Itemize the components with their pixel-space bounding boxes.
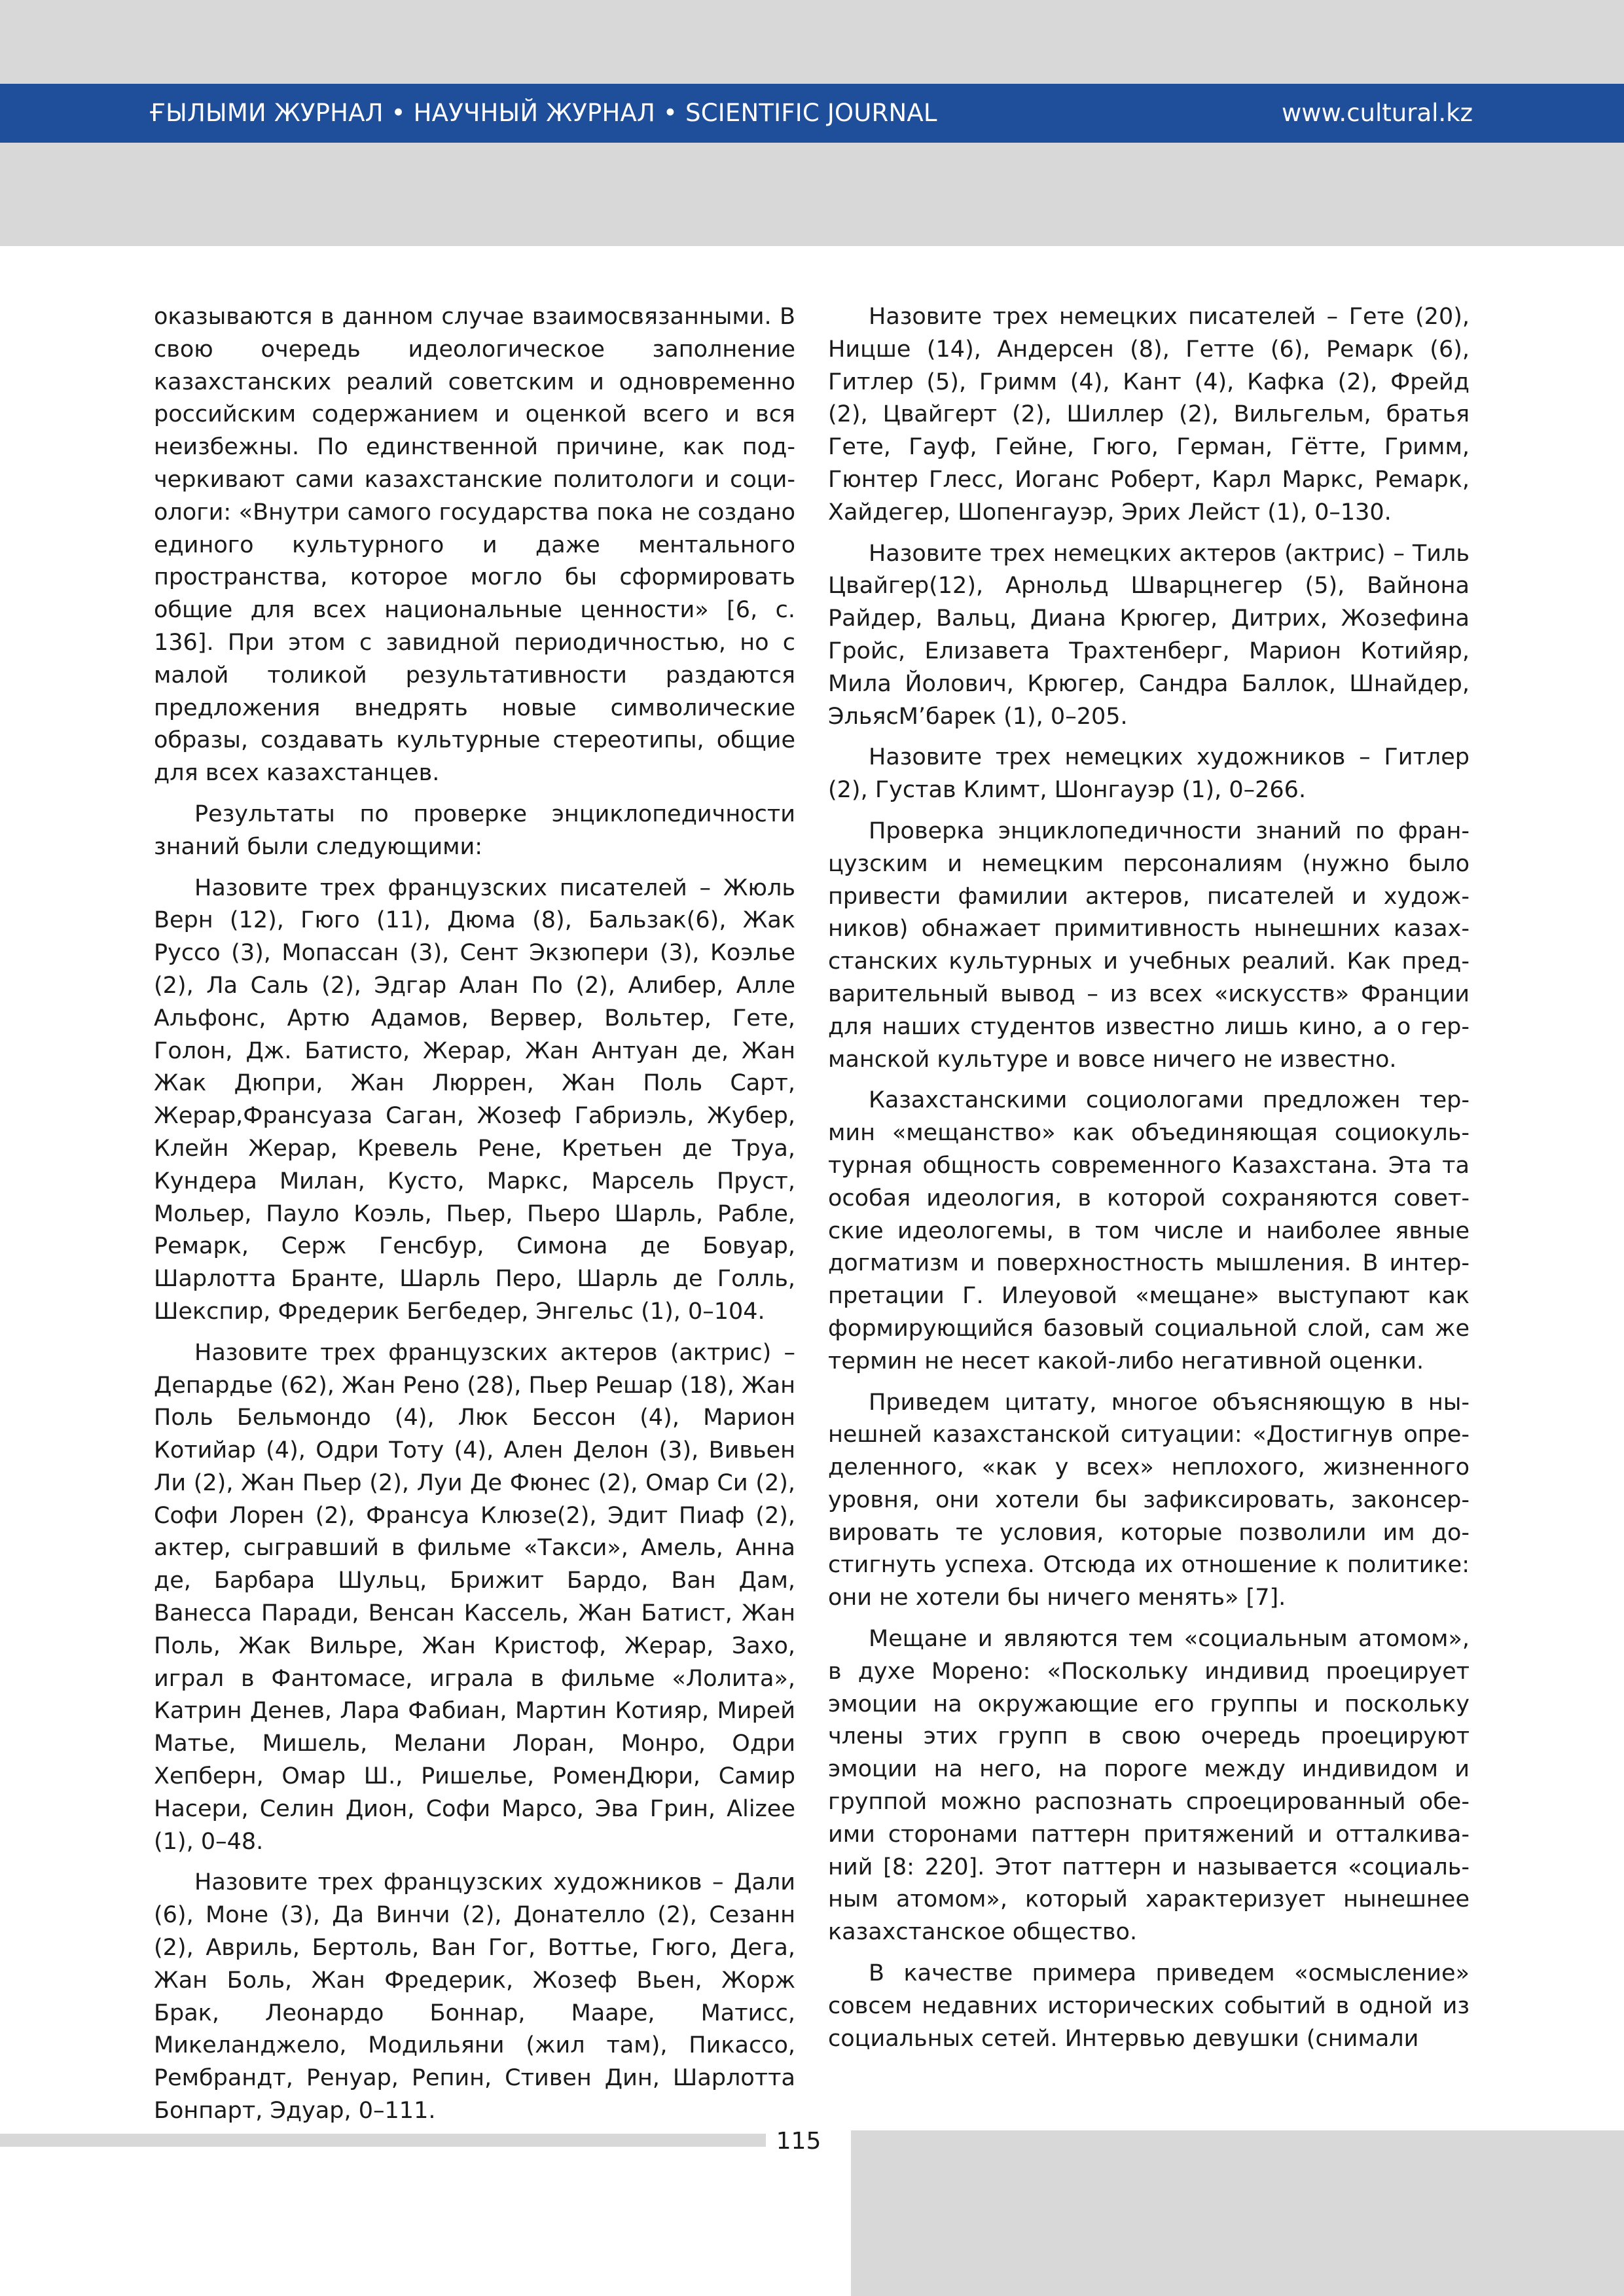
paragraph: Мещане и являются тем «социальным атомом», в духе Морено: «Поскольку индивид проецирует эмоции на окружающие его группы и поскольку члены этих групп в свою очередь проецируют эмоции на него, на пороге между индивидом и группой можно распознать спроецированный обеими сторонами паттерн притяжений и отталкиваний [8: 220]. Этот паттерн и называется «социальным атомом», который характеризует нынешнее казахстанское общество. <box>828 1626 1470 1946</box>
paragraph: В качестве примера приведем «осмысление» совсем недавних исторических событий в одной из социальных сетей. Интервью девушки (снимали <box>828 1960 1470 2052</box>
footer-bar <box>0 2134 766 2147</box>
paragraph: Назовите трех французских писателей – Жюль Верн (12), Гюго (11), Дюма (8), Бальзак(6), Жак Руссо (3), Мопассан (3), Сент Экзюпери (3), Коэлье (2), Ла Саль (2), Эдгар Алан По (2), Алибер, Алле Альфонс, Артю Адамов, Вервер, Вольтер, Гете, Голон, Дж. Батисто, Жерар, Жан Антуан де, Жан Жак Дюпри, Жан Люррен, Жан Поль Сарт, Жерар,Франсуаза Саган, Жозеф Габриэль, Жубер, Клейн Жерар, Кревель Рене, Кретьен де Труа, Кундера Милан, Кусто, Маркс, Марсель Пруст, Мольер, Пауло Коэль, Пьер, Пьеро Шарль, Рабле, Ремарк, Серж Генсбур, Симона де Бовуар, Шарлотта Бранте, Шарль Перо, Шарль де Голль, Шекспир, Фредерик Бегбедер, Энгельс (1), 0–104. <box>154 874 795 1325</box>
paragraph: Проверка энциклопедичности знаний по французским и немецким персоналиям (нужно было привести фамилии актеров, писателей и художников) обнажает примитивность нынешних казахстанских культурных и учебных реалий. Как предварительный вывод – из всех «искусств» Франции для наших студентов известно лишь кино, а о германской культуре и вовсе ничего не известно. <box>828 817 1470 1073</box>
paragraph: Приведем цитату, многое объясняющую в нынешней казахстанской ситуации: «Достигнув определенного, «как у всех» неплохого, жизненного уровня, они хотели бы зафиксировать, законсервировать те условия, которые позволили им достигнуть успеха. Отсюда их отношение к политике: они не хотели бы ничего менять» [7]. <box>828 1389 1470 1611</box>
paragraph: оказываются в данном случае взаимосвязанными. В свою очередь идеологическое заполнение казахстанских реалий советским и одновременно российским содержанием и оценкой всего и вся неизбежны. По единственной причине, как подчеркивают сами казахстанские политологи и социологи: «Внутри самого государства пока не создано единого культурного и даже ментального пространства, которое могло бы сформировать общие для всех национальные ценности» [6, с. 136]. При этом с завидной периодичностью, но с малой толикой результативности раздаются предложения внедрять новые символические образы, создавать культурные стереотипы, общие для всех казахстанцев. <box>154 304 795 787</box>
journal-header-bar <box>0 84 1624 143</box>
journal-title: ҒЫЛЫМИ ЖУРНАЛ • НАУЧНЫЙ ЖУРНАЛ • SCIENTIFIC JOURNAL <box>149 99 937 127</box>
paragraph: Назовите трех французских художников – Дали (6), Моне (3), Да Винчи (2), Донателло (2), Сезанн (2), Авриль, Бертоль, Ван Гог, Воттье, Гюго, Дега, Жан Боль, Жан Фредерик, Жозеф Вьен, Жорж Брак, Леонардо Боннар, Мааре, Матисс, Микеланджело, Модильяни (жил там), Пикассо, Рембрандт, Ренуар, Репин, Стивен Дин, Шарлотта Бонпарт, Эдуар, 0–111. <box>154 1869 795 2125</box>
paragraph: Назовите трех немецких писателей – Гете (20), Ницше (14), Андерсен (8), Гетте (6), Ремарк (6), Гитлер (5), Гримм (4), Кант (4), Кафка (2), Фрейд (2), Цвайгерт (2), Шиллер (2), Вильгельм, братья Гете, Гауф, Гейне, Гюго, Герман, Гётте, Гримм, Гюнтер Глесс, Иоганс Роберт, Карл Маркс, Ремарк, Хайдегер, Шопенгауэр, Эрих Лейст (1), 0–130. <box>828 304 1470 526</box>
page-number: 115 <box>776 2128 821 2155</box>
site-url[interactable]: www.cultural.kz <box>1282 99 1473 127</box>
paragraph: Назовите трех немецких актеров (актрис) – Тиль Цвайгер(12), Арнольд Шварцнегер (5), Вайнона Райдер, Вальц, Диана Крюгер, Дитрих, Жозефина Гройс, Елизавета Трахтенберг, Марион Котийяр, Мила Йолович, Крюгер, Сандра Баллок, Шнайдер, ЭльясМ’барек (1), 0–205. <box>828 540 1470 730</box>
paragraph: Казахстанскими социологами предложен термин «мещанство» как объединяющая социокультурная общность современного Казахстана. Эта та особая идеология, в которой сохраняются советские идеологемы, в том числе и наиболее явные догматизм и поверхностность мышления. В интерпретации Г. Илеуовой «мещане» выступают как формирующийся базовый социальной слой, сам же термин не несет какой-либо негативной оценки. <box>828 1087 1470 1374</box>
paragraph: Назовите трех немецких художников – Гитлер (2), Густав Климт, Шонгауэр (1), 0–266. <box>828 744 1470 804</box>
paragraph: Результаты по проверке энциклопедичности знаний были следующими: <box>154 800 795 860</box>
paragraph: Назовите трех французских актеров (актрис) – Депардье (62), Жан Рено (28), Пьер Решар (18), Жан Поль Бельмондо (4), Люк Бессон (4), Марион Котийар (4), Одри Тоту (4), Ален Делон (3), Вивьен Ли (2), Жан Пьер (2), Луи Де Фюнес (2), Омар Си (2), Софи Лорен (2), Франсуа Клюзе(2), Эдит Пиаф (2), актер, сыгравший в фильме «Такси», Амель, Анна де, Барбара Шульц, Брижит Бардо, Ван Дам, Ванесса Паради, Венсан Кассель, Жан Батист, Жан Поль, Жак Вильре, Жан Кристоф, Жерар, Захо, играл в Фантомасе, играла в фильме «Лолита», Катрин Денев, Лара Фабиан, Мартин Котияр, Мирей Матье, Мишель, Мелани Лоран, Монро, Одри Хепберн, Омар Ш., Ришелье, РоменДюри, Самир Насери, Селин Дион, Софи Марсо, Эва Грин, Alizee (1), 0–48. <box>154 1339 795 1855</box>
left-text-column <box>154 301 795 2136</box>
right-text-column <box>828 301 1470 2064</box>
footer-block <box>851 2130 1624 2296</box>
